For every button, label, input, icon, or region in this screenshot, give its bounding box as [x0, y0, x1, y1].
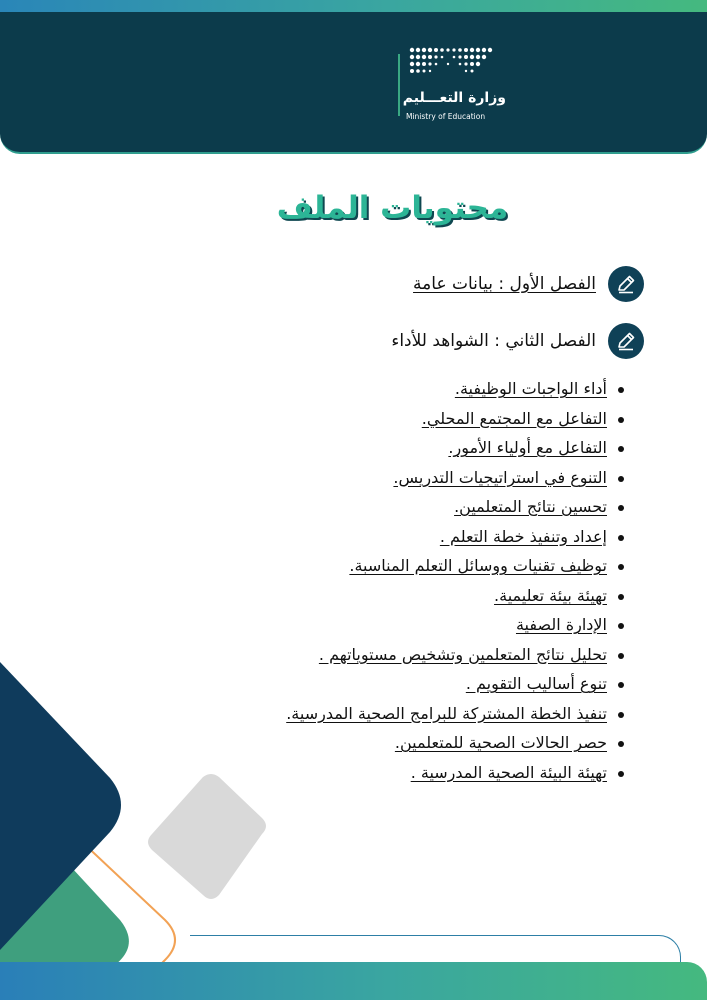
list-item[interactable]: [286, 581, 607, 611]
logo-arabic-text: وزارة التعـــليم: [402, 90, 506, 106]
ministry-logo: [398, 46, 508, 130]
list-item-label[interactable]: حصر الحالات الصحية للمتعلمين.: [394, 733, 607, 752]
pencil-icon: [608, 323, 644, 359]
list-item-label[interactable]: أداء الواجبات الوظيفية.: [454, 379, 607, 398]
list-item[interactable]: [286, 728, 607, 758]
chapter-one-label[interactable]: الفصل الأول : بيانات عامة: [413, 274, 596, 294]
logo-divider: [398, 54, 400, 116]
list-item-label[interactable]: تنفيذ الخطة المشتركة للبرامج الصحية المدرسية.: [286, 703, 607, 723]
decorative-shapes: [0, 640, 300, 980]
list-item-label[interactable]: تحليل نتائج المتعلمين وتشخيص مستوياتهم .: [318, 644, 607, 664]
list-item-label[interactable]: التفاعل مع أولياء الأمور.: [448, 438, 607, 457]
list-item-label[interactable]: تهيئة البيئة الصحية المدرسية .: [410, 762, 607, 782]
list-item[interactable]: [286, 610, 607, 640]
list-item-label[interactable]: إعداد وتنفيذ خطة التعلم .: [439, 526, 607, 546]
list-item[interactable]: [286, 463, 607, 493]
logo-dots-icon: [408, 46, 498, 82]
chapter-two: [391, 321, 644, 361]
list-item[interactable]: [286, 758, 607, 788]
list-item[interactable]: [286, 669, 607, 699]
list-item-label[interactable]: تحسين نتائج المتعلمين.: [454, 497, 607, 516]
list-item[interactable]: [286, 699, 607, 729]
list-item[interactable]: [286, 404, 607, 434]
chapter-one[interactable]: [413, 264, 644, 304]
list-item[interactable]: [286, 433, 607, 463]
list-item[interactable]: [286, 492, 607, 522]
logo-english-text: Ministry of Education: [406, 112, 486, 121]
list-item-label[interactable]: التفاعل مع المجتمع المحلي.: [421, 408, 607, 428]
gray-rounded-square: [148, 774, 266, 899]
bottom-gradient-bar: [0, 962, 707, 1000]
list-item[interactable]: [286, 551, 607, 581]
list-item-label[interactable]: تهيئة بيئة تعليمية.: [494, 585, 607, 605]
chapter-two-label: الفصل الثاني : الشواهد للأداء: [391, 331, 596, 351]
list-item-label[interactable]: الإدارة الصفية: [515, 615, 607, 634]
list-item[interactable]: [286, 522, 607, 552]
page-title: محتويات الملف: [276, 190, 509, 226]
list-item-label[interactable]: تنوع أساليب التقويم .: [465, 674, 607, 693]
contents-list: [286, 374, 607, 787]
page-header: [0, 12, 707, 154]
list-item-label[interactable]: توظيف تقنيات ووسائل التعلم المناسبة.: [349, 556, 607, 575]
list-item-label[interactable]: التنوع في استراتيجيات التدريس.: [393, 467, 607, 487]
list-item[interactable]: [286, 374, 607, 404]
list-item[interactable]: [286, 640, 607, 670]
pencil-icon: [608, 266, 644, 302]
